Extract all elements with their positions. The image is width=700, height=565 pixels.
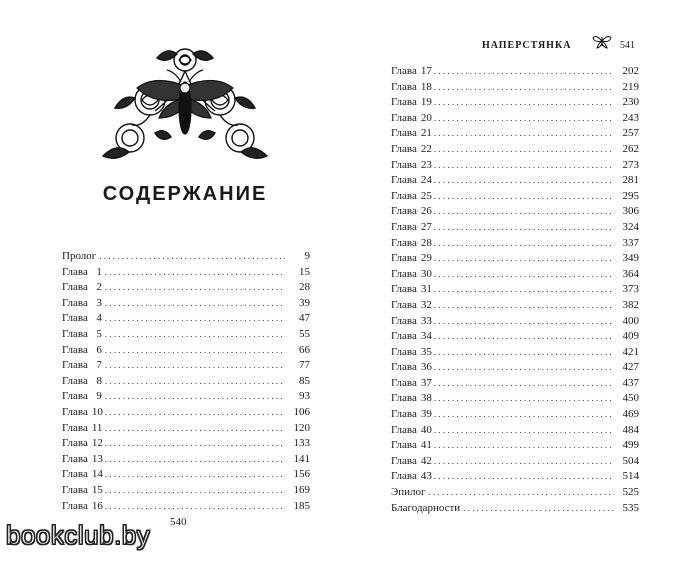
toc-entry: [62, 436, 310, 452]
dot-leader: [434, 173, 614, 189]
dot-leader: [105, 374, 285, 390]
toc-entry-label: Глава: [62, 483, 88, 496]
toc-entry-label: Глава: [391, 189, 417, 202]
toc-entry: [391, 267, 639, 283]
toc-entry-label: Глава: [391, 439, 417, 452]
toc-entry-number: 2: [96, 281, 102, 294]
toc-entry-label: Глава: [391, 408, 417, 421]
toc-entry-number: 17: [420, 65, 432, 77]
toc-entry: [391, 376, 639, 392]
running-head: НАПЕРСТЯНКА: [482, 40, 572, 51]
toc-entry-page: 281: [622, 174, 639, 187]
dot-leader: [434, 469, 614, 485]
dot-leader: [105, 311, 285, 327]
toc-entry-label: Глава: [391, 392, 417, 405]
toc-entry-page: 499: [622, 439, 639, 452]
toc-entry-page: 39: [299, 296, 310, 309]
toc-entry-label: Глава: [62, 468, 88, 481]
toc-entry-number: 3: [96, 296, 102, 309]
toc-entry-label: Глава: [391, 65, 417, 77]
toc-entry-label: Глава: [391, 423, 417, 436]
toc-entry-page: 373: [622, 283, 639, 296]
toc-entry-number: 12: [91, 437, 103, 450]
dot-leader: [434, 314, 614, 330]
toc-entry: [391, 80, 639, 96]
toc-entry-page: 469: [622, 408, 639, 421]
dot-leader: [434, 376, 614, 392]
dot-leader: [105, 296, 285, 312]
toc-entry-page: 243: [622, 111, 639, 124]
toc-entry: [391, 236, 639, 252]
toc-entry-page: 202: [622, 65, 639, 77]
toc-entry-label: Глава: [62, 281, 88, 294]
toc-entry-label: Глава: [391, 298, 417, 311]
toc-entry-number: 15: [91, 483, 103, 496]
toc-entry: [391, 345, 639, 361]
toc-entry: [391, 391, 639, 407]
toc-entry-page: 47: [299, 312, 310, 325]
dot-leader: [434, 454, 614, 470]
dot-leader: [434, 64, 614, 80]
toc-entry-label: Глава: [62, 452, 88, 465]
toc-entry-label: Глава: [391, 174, 417, 187]
toc-entry-page: 400: [622, 314, 639, 327]
toc-entry-number: 20: [420, 111, 432, 124]
toc-entry-number: 39: [420, 408, 432, 421]
toc-entry: [391, 282, 639, 298]
toc-entry-page: 106: [293, 405, 310, 418]
toc-entry-label: Глава: [62, 265, 88, 278]
dot-leader: [434, 220, 614, 236]
toc-entry-page: 427: [622, 361, 639, 374]
toc-entry-page: 364: [622, 267, 639, 280]
toc-entry-label: Глава: [391, 205, 417, 218]
toc-entry-page: 169: [293, 483, 310, 496]
toc-entry: [391, 204, 639, 220]
toc-entry: [391, 95, 639, 111]
toc-entry-number: 35: [420, 345, 432, 358]
page-number-left: 540: [170, 516, 187, 528]
toc-entry-number: 6: [96, 343, 102, 356]
toc-entry-page: 382: [622, 298, 639, 311]
toc-entry: [391, 220, 639, 236]
moth-icon: [592, 33, 612, 49]
toc-entry-label: Глава: [391, 236, 417, 249]
toc-entry: [62, 265, 310, 281]
toc-entry-page: 77: [299, 359, 310, 372]
toc-entry-page: 273: [622, 158, 639, 171]
dot-leader: [105, 265, 285, 281]
toc-entry-page: 437: [622, 376, 639, 389]
dot-leader: [434, 80, 614, 96]
toc-list-right: [391, 64, 639, 516]
toc-entry: [62, 483, 310, 499]
toc-entry: [391, 64, 639, 80]
toc-entry-number: 38: [420, 392, 432, 405]
toc-entry: [62, 405, 310, 421]
toc-entry-number: 31: [420, 283, 432, 296]
dot-leader: [434, 423, 614, 439]
toc-entry: [62, 343, 310, 359]
toc-entry-page: 525: [622, 486, 639, 499]
dot-leader: [434, 391, 614, 407]
toc-title: СОДЕРЖАНИЕ: [102, 183, 268, 205]
toc-entry-page: 219: [622, 80, 639, 93]
dot-leader: [434, 236, 614, 252]
toc-entry-number: 23: [420, 158, 432, 171]
toc-entry-number: 10: [91, 405, 103, 418]
toc-entry-page: 156: [293, 468, 310, 481]
toc-entry: [62, 421, 310, 437]
dot-leader: [105, 343, 285, 359]
toc-entry-label: Пролог: [62, 250, 97, 262]
toc-entry: [62, 374, 310, 390]
toc-entry-number: 28: [420, 236, 432, 249]
toc-entry-number: 29: [420, 252, 432, 265]
dot-leader: [105, 358, 285, 374]
toc-entry: [391, 173, 639, 189]
toc-entry-page: 120: [293, 421, 310, 434]
toc-entry-label: Глава: [391, 252, 417, 265]
toc-entry: [391, 407, 639, 423]
toc-entry-page: 295: [622, 189, 639, 202]
dot-leader: [99, 249, 285, 265]
dot-leader: [105, 327, 285, 343]
dot-leader: [105, 499, 285, 515]
toc-entry: [391, 360, 639, 376]
toc-entry-number: 43: [420, 470, 432, 483]
toc-entry-label: Глава: [62, 421, 88, 434]
toc-entry-page: 324: [622, 220, 639, 233]
toc-entry-label: Благодарности: [391, 501, 461, 514]
toc-entry-page: 230: [622, 96, 639, 109]
moth-roses-ornament-icon: [95, 38, 275, 173]
toc-entry-label: Глава: [62, 437, 88, 450]
toc-entry: [391, 423, 639, 439]
dot-leader: [105, 405, 285, 421]
toc-entry-number: 19: [420, 96, 432, 109]
toc-entry-number: 21: [420, 127, 432, 140]
dot-leader: [434, 158, 614, 174]
toc-entry: [391, 501, 639, 517]
dot-leader: [434, 111, 614, 127]
toc-entry-number: 36: [420, 361, 432, 374]
toc-entry: [62, 452, 310, 468]
toc-entry: [391, 485, 639, 501]
toc-entry-page: 421: [622, 345, 639, 358]
toc-entry: [62, 280, 310, 296]
dot-leader: [434, 282, 614, 298]
toc-entry-number: 25: [420, 189, 432, 202]
toc-entry-number: 4: [96, 312, 102, 325]
toc-entry-page: 15: [299, 265, 310, 278]
toc-entry-label: Глава: [391, 142, 417, 155]
toc-entry-number: 26: [420, 205, 432, 218]
toc-entry: [391, 158, 639, 174]
toc-entry: [391, 142, 639, 158]
toc-entry-number: 33: [420, 314, 432, 327]
dot-leader: [434, 329, 614, 345]
dot-leader: [105, 389, 285, 405]
toc-entry: [391, 314, 639, 330]
toc-entry-page: 306: [622, 205, 639, 218]
toc-entry-number: 24: [420, 174, 432, 187]
toc-entry-label: Глава: [391, 345, 417, 358]
toc-entry-label: Глава: [62, 499, 88, 512]
toc-entry-label: Глава: [391, 80, 417, 93]
toc-entry-number: 18: [420, 80, 432, 93]
toc-entry-page: 66: [299, 343, 310, 356]
toc-entry: [391, 454, 639, 470]
toc-entry: [62, 467, 310, 483]
dot-leader: [434, 298, 614, 314]
toc-entry-number: 41: [420, 439, 432, 452]
dot-leader: [434, 438, 614, 454]
toc-entry-page: 484: [622, 423, 639, 436]
toc-entry-page: 28: [299, 281, 310, 294]
toc-entry-page: 337: [622, 236, 639, 249]
dot-leader: [105, 483, 285, 499]
toc-entry-label: Глава: [62, 390, 88, 403]
dot-leader: [434, 204, 614, 220]
toc-entry-label: Глава: [391, 330, 417, 343]
toc-entry-page: 450: [622, 392, 639, 405]
dot-leader: [105, 436, 285, 452]
toc-entry: [62, 311, 310, 327]
toc-entry: [62, 358, 310, 374]
toc-entry-page: 257: [622, 127, 639, 140]
toc-entry-number: 7: [96, 359, 102, 372]
toc-entry: [62, 499, 310, 515]
dot-leader: [463, 501, 614, 517]
toc-entry-label: Глава: [391, 267, 417, 280]
toc-entry: [62, 327, 310, 343]
dot-leader: [434, 95, 614, 111]
toc-entry-page: 55: [299, 327, 310, 340]
toc-entry-number: 27: [420, 220, 432, 233]
toc-entry-number: 13: [91, 452, 103, 465]
toc-entry-number: 40: [420, 423, 432, 436]
dot-leader: [429, 485, 614, 501]
toc-entry-label: Глава: [391, 127, 417, 140]
toc-entry-label: Глава: [62, 296, 88, 309]
toc-entry-label: Глава: [62, 405, 88, 418]
toc-entry: [62, 389, 310, 405]
toc-entry-page: 185: [293, 499, 310, 512]
dot-leader: [105, 421, 285, 437]
toc-entry-page: 535: [622, 501, 639, 514]
toc-entry-label: Глава: [391, 111, 417, 124]
toc-entry-page: 504: [622, 454, 639, 467]
toc-entry: [391, 298, 639, 314]
toc-entry: [62, 249, 310, 265]
toc-entry-label: Глава: [391, 376, 417, 389]
toc-list-left: [62, 249, 310, 514]
toc-entry: [391, 469, 639, 485]
dot-leader: [434, 251, 614, 267]
toc-entry-label: Глава: [391, 96, 417, 109]
dot-leader: [105, 452, 285, 468]
dot-leader: [434, 360, 614, 376]
toc-entry-label: Глава: [62, 327, 88, 340]
toc-entry: [62, 296, 310, 312]
toc-entry: [391, 126, 639, 142]
dot-leader: [434, 407, 614, 423]
toc-entry-label: Глава: [391, 454, 417, 467]
toc-entry-page: 9: [304, 250, 310, 262]
toc-entry-number: 37: [420, 376, 432, 389]
toc-entry-page: 93: [299, 390, 310, 403]
toc-entry-label: Глава: [391, 470, 417, 483]
watermark-logo: bookclub.by: [6, 520, 151, 550]
toc-entry-number: 1: [96, 265, 102, 278]
page-number-right: 541: [620, 40, 635, 51]
toc-entry-page: 349: [622, 252, 639, 265]
toc-entry-number: 11: [91, 421, 103, 434]
toc-entry-page: 409: [622, 330, 639, 343]
toc-entry: [391, 329, 639, 345]
toc-entry: [391, 251, 639, 267]
dot-leader: [434, 142, 614, 158]
toc-entry-label: Глава: [391, 283, 417, 296]
toc-entry-number: 5: [96, 327, 102, 340]
dot-leader: [434, 267, 614, 283]
toc-entry-label: Глава: [391, 361, 417, 374]
toc-entry-label: Глава: [62, 374, 88, 387]
toc-entry-number: 34: [420, 330, 432, 343]
toc-entry-number: 22: [420, 142, 432, 155]
toc-entry-number: 8: [96, 374, 102, 387]
toc-entry-label: Глава: [62, 359, 88, 372]
toc-entry-number: 14: [91, 468, 103, 481]
toc-entry-page: 141: [293, 452, 310, 465]
toc-entry-page: 85: [299, 374, 310, 387]
toc-entry-page: 262: [622, 142, 639, 155]
toc-entry-page: 133: [293, 437, 310, 450]
toc-entry-label: Глава: [391, 158, 417, 171]
toc-entry: [391, 438, 639, 454]
toc-entry-label: Глава: [391, 220, 417, 233]
dot-leader: [105, 280, 285, 296]
toc-entry-number: 30: [420, 267, 432, 280]
toc-entry-page: 514: [622, 470, 639, 483]
toc-entry-number: 32: [420, 298, 432, 311]
toc-entry-number: 9: [96, 390, 102, 403]
toc-entry-label: Эпилог: [391, 486, 426, 499]
dot-leader: [434, 345, 614, 361]
toc-entry-number: 16: [91, 499, 103, 512]
toc-entry-label: Глава: [62, 343, 88, 356]
toc-entry-label: Глава: [62, 312, 88, 325]
toc-entry: [391, 189, 639, 205]
dot-leader: [434, 126, 614, 142]
dot-leader: [434, 189, 614, 205]
dot-leader: [105, 467, 285, 483]
toc-entry-label: Глава: [391, 314, 417, 327]
toc-entry-number: 42: [420, 454, 432, 467]
toc-entry: [391, 111, 639, 127]
